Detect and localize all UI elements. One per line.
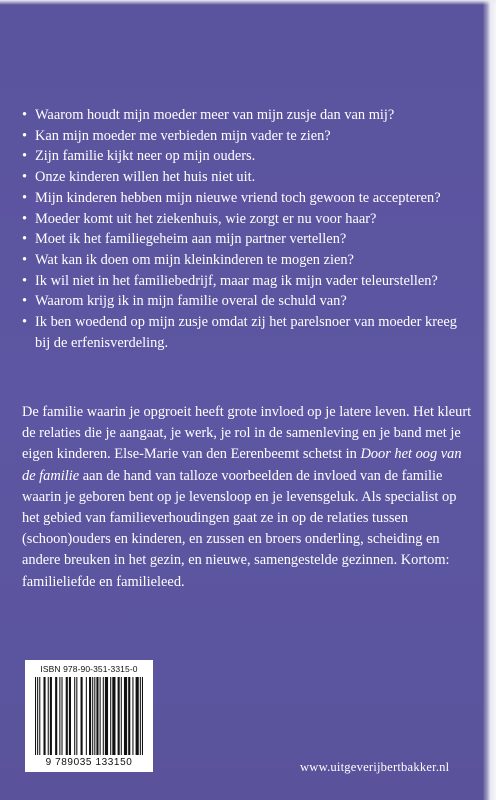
barcode-bar <box>132 677 133 755</box>
question-item: • Zijn familie kijkt neer op mijn ouders. <box>22 146 474 167</box>
page-edge <box>482 0 496 800</box>
question-item: • Mijn kinderen hebben mijn nieuwe vriend toch gewoon te accepteren? <box>22 188 474 209</box>
barcode-bar <box>50 677 52 755</box>
barcode-bar <box>103 677 104 755</box>
barcode-bar <box>136 677 139 755</box>
publisher-website: www.uitgeverijbertbakker.nl <box>300 760 450 774</box>
book-title: Door het oog van de familie <box>22 446 462 484</box>
barcode-bar <box>89 677 91 755</box>
barcode-bar <box>100 677 101 755</box>
barcode-bar <box>94 677 95 755</box>
question-item: • Kan mijn moeder me verbieden mijn vader te zien? <box>22 126 474 147</box>
barcode-bar <box>55 677 57 755</box>
barcode-bar <box>110 677 111 755</box>
barcode-bar <box>37 677 38 755</box>
barcode-bar <box>74 677 75 755</box>
description-paragraph <box>22 402 477 593</box>
barcode-bar <box>121 677 122 755</box>
barcode-bar <box>35 677 36 755</box>
question-list <box>22 105 474 353</box>
cover-top-edge <box>0 0 496 5</box>
question-item: • Wat kan ik doen om mijn kleinkinderen te mogen zien? <box>22 250 474 271</box>
question-item: • Onze kinderen willen het huis niet uit. <box>22 167 474 188</box>
barcode-bar <box>59 677 60 755</box>
barcode-bar <box>61 677 62 755</box>
barcode-bar <box>76 677 77 755</box>
barcode-digits: 9 789035 133150 <box>45 757 133 768</box>
barcode-bar <box>48 677 49 755</box>
barcode-image <box>35 677 143 755</box>
barcode-bar <box>142 677 143 755</box>
barcode-bar <box>118 677 120 755</box>
barcode-panel <box>25 660 153 772</box>
description-text-end: aan de hand van talloze voorbeelden de invloed van de familie waarin je geboren bent op je levensloop en je levensgeluk. Als specialist op het gebied van familieverhoudingen gaat ze in op de relaties tussen (schoon)ouders en kinderen, en zussen en broers onderling, scheiding en andere breuken in het gezin, en nieuwe, samengestelde gezinnen. Kortom: familieliefde en familieleed. <box>22 467 457 590</box>
question-item: • Ik wil niet in het familiebedrijf, maar mag ik mijn vader teleurstellen? <box>22 271 474 292</box>
barcode-bar <box>92 677 93 755</box>
isbn-label: ISBN 978-90-351-3315-0 <box>40 664 138 674</box>
barcode-bar <box>96 677 98 755</box>
barcode-bar <box>128 677 130 755</box>
barcode-bar <box>124 677 127 755</box>
description-text-start: De familie waarin je opgroeit heeft grote invloed op je latere leven. Het kleurt de relaties die je aangaat, je werk, je rol in de samenleving en je band met je eigen kinderen. Else-Marie van den Eerenbeemt schetst in <box>22 404 472 463</box>
barcode-bar <box>112 677 115 755</box>
question-item: • Moeder komt uit het ziekenhuis, wie zorgt er nu voor haar? <box>22 209 474 230</box>
question-item: • Moet ik het familiegeheim aan mijn partner vertellen? <box>22 229 474 250</box>
barcode-bar <box>43 677 45 755</box>
barcode-bar <box>86 677 87 755</box>
barcode-bar <box>105 677 108 755</box>
question-item: • Ik ben woedend op mijn zusje omdat zij het parelsnoer van moeder kreeg bij de erfenisverdeling. <box>22 312 474 353</box>
barcode-bar <box>140 677 141 755</box>
barcode-bar <box>39 677 40 755</box>
barcode-bar <box>66 677 68 755</box>
barcode-bar <box>69 677 71 755</box>
question-item: • Waarom krijg ik in mijn familie overal de schuld van? <box>22 291 474 312</box>
question-item: • Waarom houdt mijn moeder meer van mijn zusje dan van mij? <box>22 105 474 126</box>
barcode-bar <box>81 677 83 755</box>
